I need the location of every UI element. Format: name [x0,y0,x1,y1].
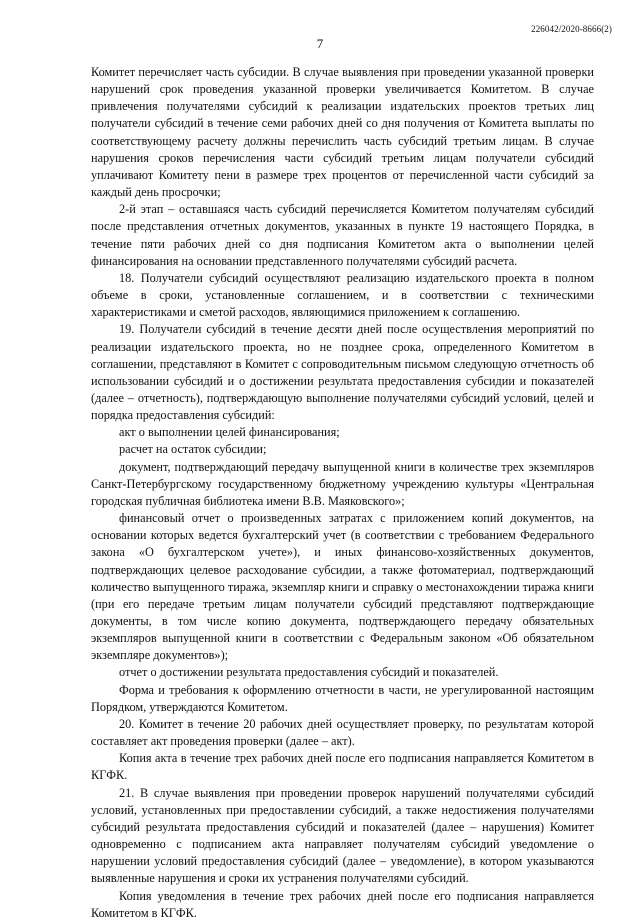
page-number: 7 [316,36,324,51]
document-body [91,64,594,922]
paragraph: 18. Получатели субсидий осуществляют реализацию издательского проекта в полном объеме в сроки, установленные соглашением, и в соответствии с техническими характеристиками и сметой расходов, являющимися приложением к соглашению. [91,270,594,320]
list-item: акт о выполнении целей финансирования; [119,425,340,440]
list-item: расчет на остаток субсидии; [119,442,267,457]
paragraph: Комитет перечисляет часть субсидии. В случае выявления при проведении указанной проверки нарушений срок проведения указанной проверки увеличивается Комитетом. В случае привлечения получателями субсидий к реализации издательских проектов третьих лиц получатели субсидий в течение семи рабочих дней со дня получения от Комитета выплаты по соответствующему расчету должны перечислить часть субсидий третьим лицам. В случае нарушения сроков перечисления части субсидий третьим лицам получатели субсидий уплачивают Комитету пени в размере трех процентов от перечисленной части субсидий за каждый день просрочки; [91,65,594,200]
paragraph: Форма и требования к оформлению отчетности в части, не урегулированной настоящим Порядком, утверждаются Комитетом. [91,682,594,714]
paragraph: 19. Получатели субсидий в течение десяти дней после осуществления мероприятий по реализации издательского проекта, но не позднее срока, определенного Комитетом в соглашении, представляют в Комитет с сопроводительным письмом следующую отчетность об использовании субсидий и о достижении результата предоставления субсидии и показателей (далее – отчетность), подтверждающую выполнение получателями субсидий условий, целей и порядка предоставления субсидий: [91,322,594,423]
document-number: 226042/2020-8666(2) [531,24,612,34]
paragraph: Копия акта в течение трех рабочих дней после его подписания направляется Комитетом в КГФК. [91,751,594,783]
paragraph: 20. Комитет в течение 20 рабочих дней осуществляет проверку, по результатам которой составляет акт проведения проверки (далее – акт). [91,716,594,749]
list-item: документ, подтверждающий передачу выпущенной книги в количестве трех экземпляров Санкт-Петербургскому государственному бюджетному учреждению культуры «Центральная городская публичная библиотека имени В.В. Маяковского»; [91,459,594,508]
list-item: отчет о достижении результата предоставления субсидий и показателей. [119,665,499,680]
paragraph: Копия уведомления в течение трех рабочих дней после его подписания направляется Комитетом в КГФК. [91,888,594,920]
list-item: финансовый отчет о произведенных затратах с приложением копий документов, на основании которых ведется бухгалтерский учет (в соответствии с требованием Федерального закона «О бухгалтерском учете»), и иных финансово-хозяйственных документов, подтверждающих целевое расходование субсидии, а также фотоматериал, подтверждающий количество выпущенного тиража, экземпляр книги и справку о местонахождении тиража книги (при его передаче третьим лицам получатели субсидий представляют подтверждающие документы, в том числе копию документа, подтверждающего передачу обязательных экземпляров выпущенной книги в соответствии с Федеральным законом «Об обязательном экземпляре документов»); [91,511,594,663]
paragraph: 21. В случае выявления при проведении проверок нарушений получателями субсидий условий, установленных при предоставлении субсидий, а также недостижения получателями субсидий результата предоставления субсидий и показателей (далее – нарушения) Комитет одновременно с подписанием акта направляет получателям субсидий уведомление о нарушении условий предоставления субсидий (далее – уведомление), в котором указываются выявленные нарушения и сроки их устранения получателями субсидий. [91,785,594,886]
paragraph: 2-й этап – оставшаяся часть субсидий перечисляется Комитетом получателям субсидий после представления отчетных документов, указанных в пункте 19 настоящего Порядка, в течение пяти рабочих дней со дня подписания Комитетом акта о выполнении целей финансирования на основании представленного получателями субсидий расчета. [91,202,594,268]
